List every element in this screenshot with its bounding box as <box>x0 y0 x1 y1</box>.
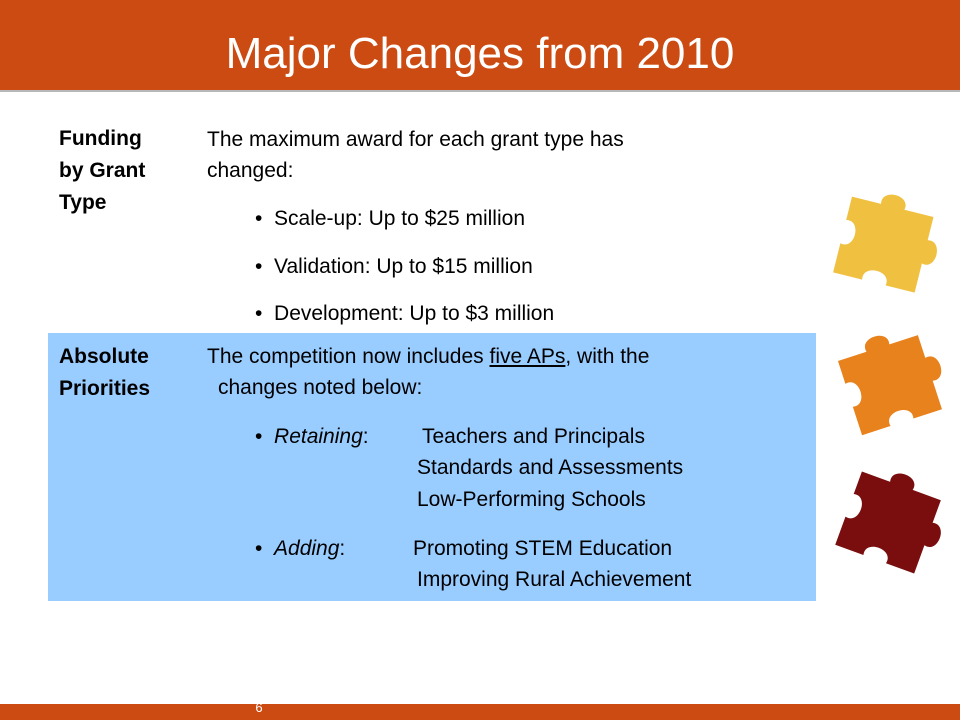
adding-label: Adding <box>274 537 340 560</box>
puzzle-piece-yellow-icon <box>820 180 950 305</box>
retaining-item: Standards and Assessments <box>417 456 684 479</box>
retaining-item: Low-Performing Schools <box>417 488 646 511</box>
adding-item: Improving Rural Achievement <box>417 568 692 591</box>
funding-intro-line-2: changed: <box>207 159 294 182</box>
footer-bar <box>0 704 960 720</box>
funding-bullet-scale-up: • Scale-up: Up to $25 million <box>255 207 525 230</box>
funding-label-line-1: Funding <box>59 127 142 150</box>
priorities-intro-line-1: The competition now includes five APs, with the <box>207 345 650 368</box>
priorities-label-line-2: Priorities <box>59 377 151 400</box>
funding-label-line-2: by Grant <box>59 159 146 182</box>
retaining-bullet: • Retaining: <box>255 425 369 448</box>
page-number: 6 <box>255 700 263 715</box>
slide-title: Major Changes from 2010 <box>225 29 735 78</box>
puzzle-piece-red-icon <box>825 458 955 583</box>
funding-label-line-3: Type <box>59 191 107 214</box>
funding-intro-line-1: The maximum award for each grant type has <box>207 128 624 151</box>
adding-item: Promoting STEM Education <box>413 537 673 560</box>
priorities-label-line-1: Absolute <box>59 345 149 368</box>
retaining-label: Retaining <box>274 425 363 448</box>
five-aps-text: five APs <box>489 345 566 368</box>
funding-bullet-development: • Development: Up to $3 million <box>255 302 555 325</box>
retaining-item: Teachers and Principals <box>422 425 645 448</box>
priorities-intro-line-2: changes noted below: <box>218 376 423 399</box>
title-divider <box>0 90 960 92</box>
funding-bullet-validation: • Validation: Up to $15 million <box>255 255 533 278</box>
adding-bullet: • Adding: <box>255 537 346 560</box>
puzzle-piece-orange-icon <box>825 320 955 445</box>
